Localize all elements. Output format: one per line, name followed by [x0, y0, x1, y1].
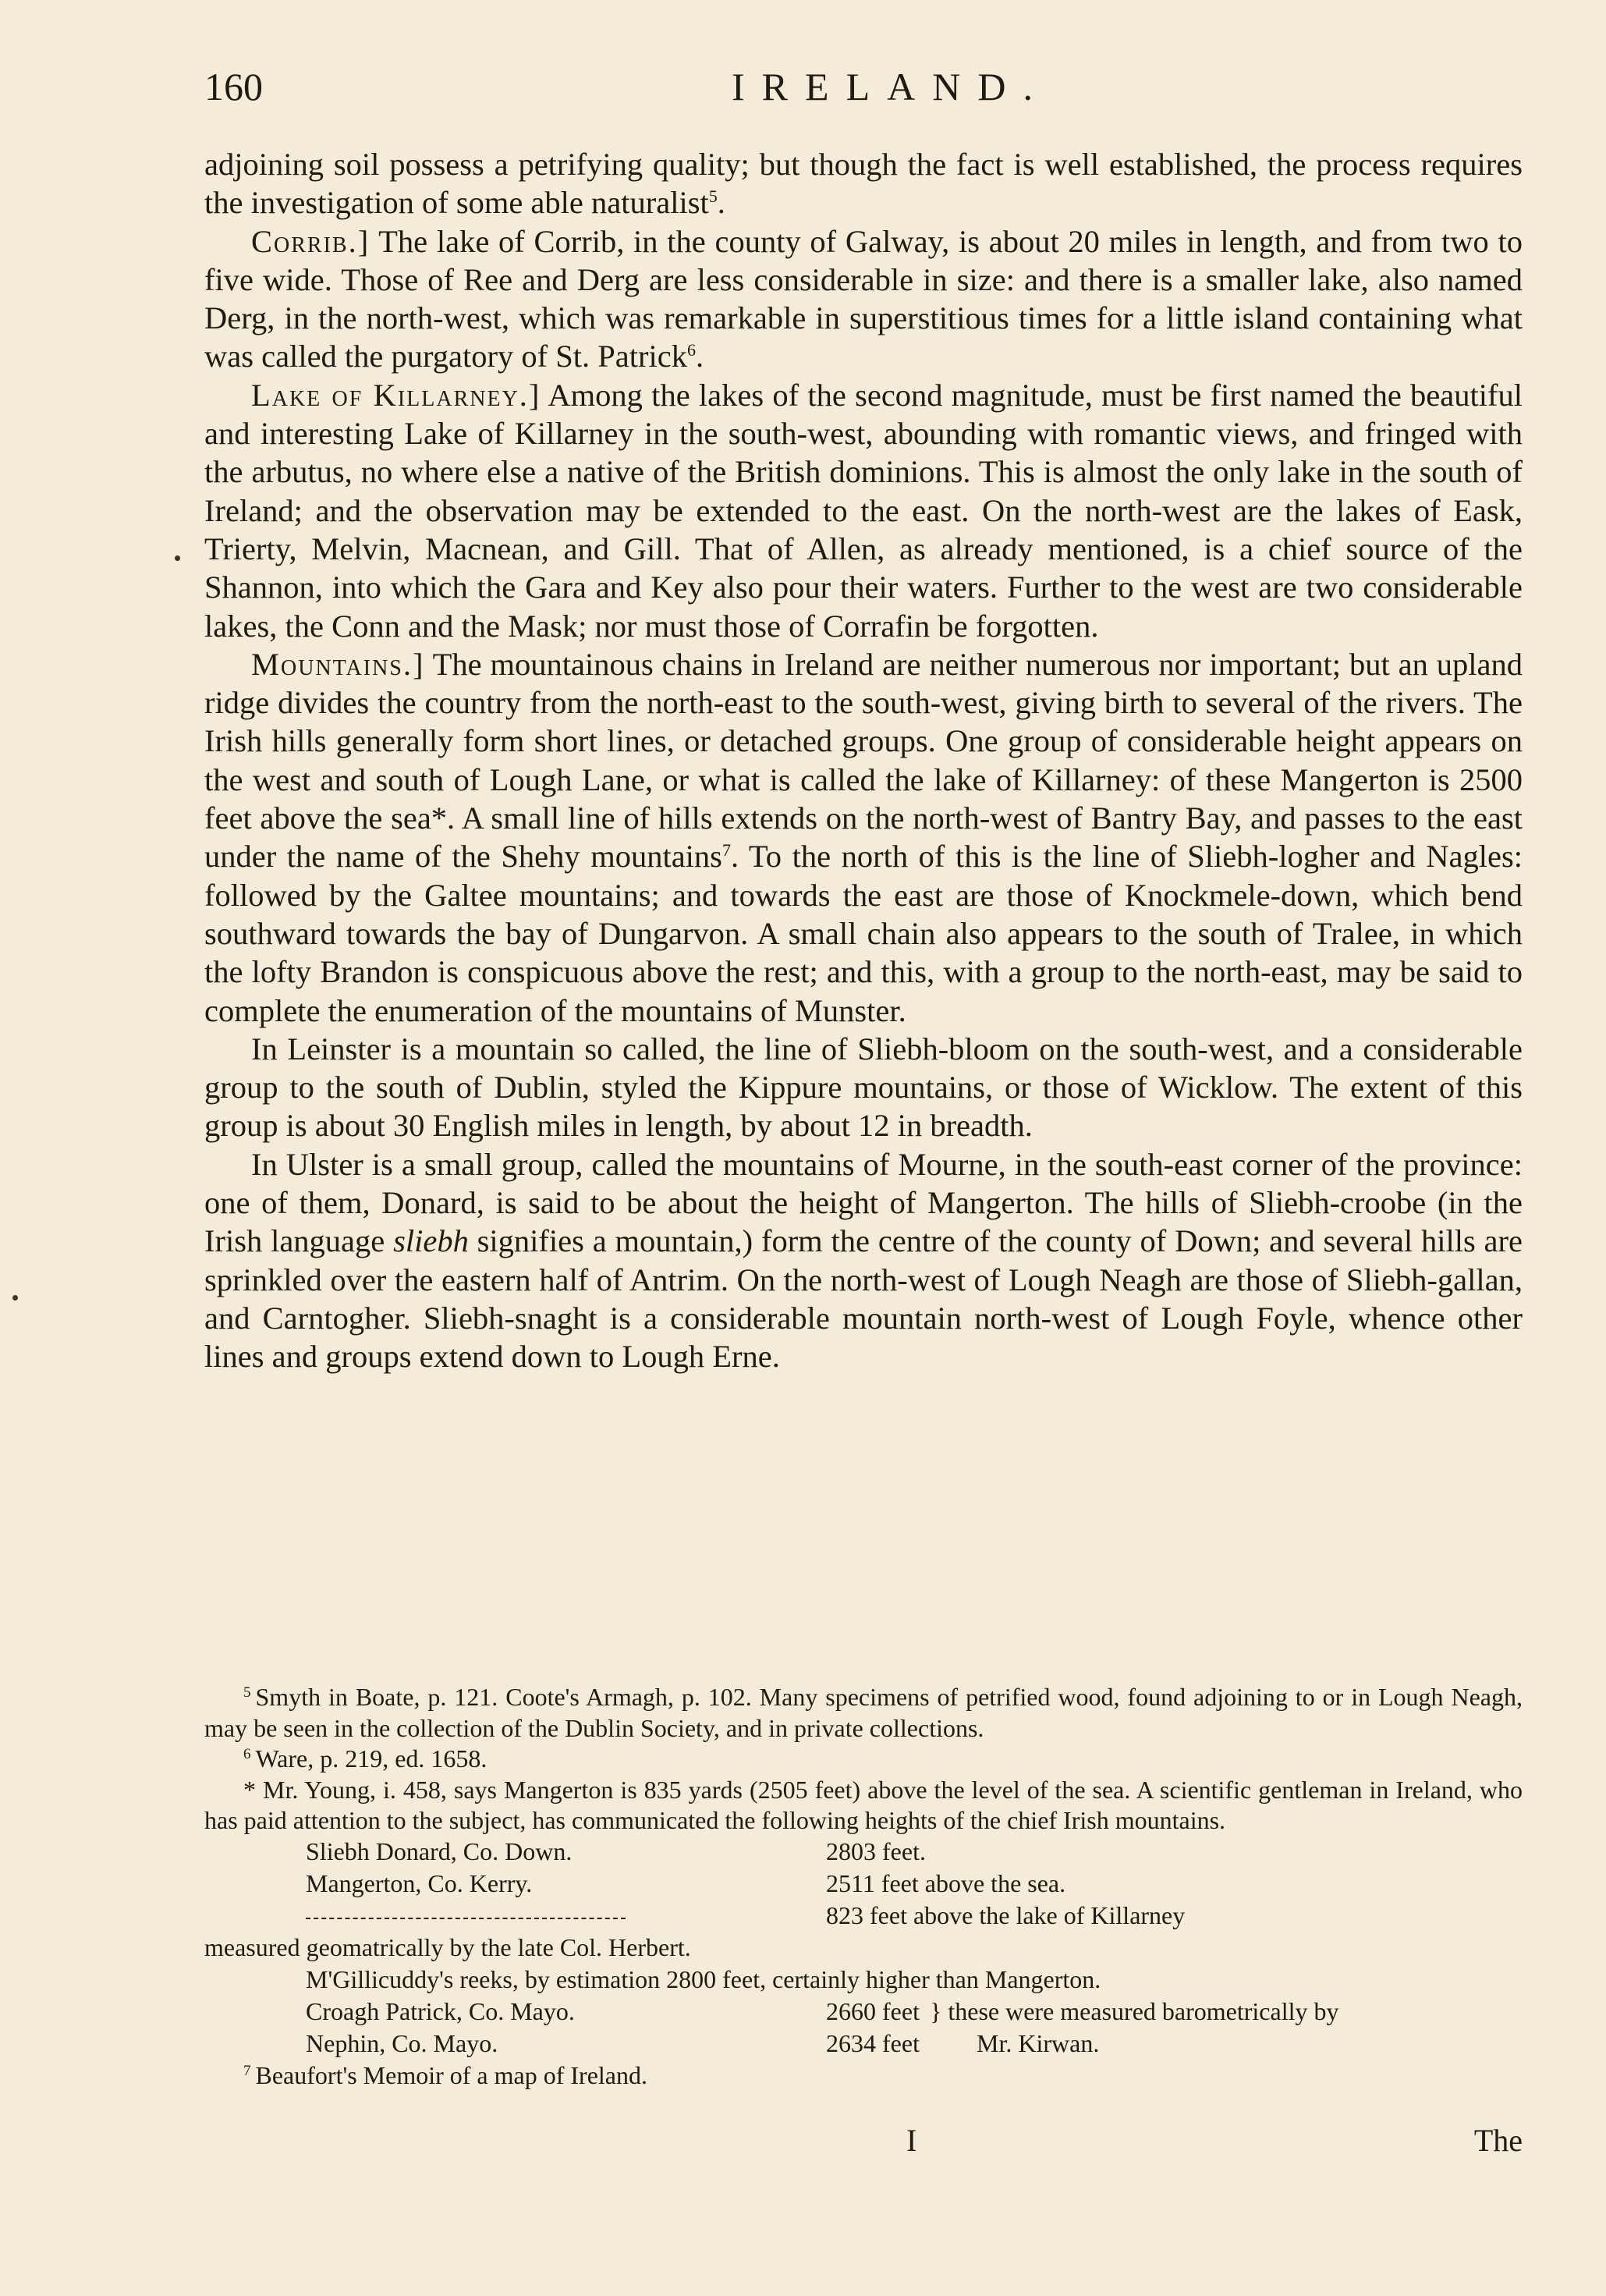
sidehead-corrib: Corrib.] [251, 223, 370, 259]
paragraph-leinster: In Leinster is a mountain so called, the line of Sliebh-bloom on the south-west, and a considerable group to the south of Dublin, styled the Kippure mountains, or those of Wicklow. The extent of this group is about 30 English miles in length, by about 12 in breadth. [204, 1031, 1523, 1144]
sidehead-killarney: Lake of Killarney.] [251, 377, 541, 413]
paragraph-mountains: Mountains.] The mountainous chains in Ireland are neither numerous nor important; but an upland ridge divides the country from the north-east to the south-west, giving birth to several of the rivers. The Irish hills generally form short lines, or detached groups. One group of considerable height appears on the west and south of Lough Lane, or what is called the lake of Killarney: of these Mangerton is 2500 feet above the sea*. A small line of hills extends on the north-west of Bantry Bay, and passes to the east under the name of the Shehy mountains$^7$. To the north of this is the line of Sliebh-logher and Nagles: followed by the Galtee mountains; and towards the east are those of Knockmele-down, which bend southward towards the bay of Dungarvon. A small chain also appears to the south of Tralee, in which the lofty Brandon is conspicuous above the rest; and this, with a group to the north-east, may be said to complete the enumeration of the mountains of Munster. [204, 646, 1523, 1028]
paragraph-killarney: Lake of Killarney.] Among the lakes of the second magnitude, must be first named the beautiful and interesting Lake of Killarney in the south-west, abounding with romantic views, and fringed with the arbutus, no where else a native of the British dominions. This is almost the only lake in the south of Ireland; and the observation may be extended to the east. On the north-west are the lakes of Eask, Trierty, Melvin, Macnean, and Gill. That of Allen, as already mentioned, is a chief source of the Shannon, into which the Gara and Key also pour their waters. Further to the west are two considerable lakes, the Conn and the Mask; nor must those of Corrafin be forgotten. [204, 377, 1523, 644]
height-row-donard: Sliebh Donard, Co. Down. 2803 feet. [306, 1836, 926, 1865]
height-row-nephin: Nephin, Co. Mayo. 2634 feet Mr. Kirwan. [306, 2028, 1100, 2057]
mountain-heights-table [204, 1836, 1523, 2060]
ditto-dash-rule [306, 1918, 626, 1919]
ink-speck [175, 555, 180, 561]
ink-speck [12, 1295, 18, 1301]
paragraph-petrifying-soil: adjoining soil possess a petrifying quality; but though the fact is well established, the process requires the investigation of some able naturalist$^5$. [204, 147, 1523, 221]
running-head [204, 64, 1523, 119]
footnote-ref-star: * [431, 800, 448, 836]
footnote-ref-6: 6 [686, 340, 696, 360]
height-row-mangerton: Mangerton, Co. Kerry. 2511 feet above the sea. [306, 1868, 1066, 1897]
paragraph-ulster: In Ulster is a small group, called the mountains of Mourne, in the south-east corner of the province: one of them, Donard, is said to be about the height of Mangerton. The hills of Sliebh-croobe (in the Irish language sliebh signifies a mountain,) form the centre of the county of Down; and several hills are sprinkled over the eastern half of Antrim. On the north-west of Lough Neagh are those of Sliebh-gallan, and Carntogher. Sliebh-snaght is a considerable mountain north-west of Lough Foyle, whence other lines and groups extend down to Lough Erne. [204, 1146, 1523, 1375]
running-title: IRELAND. [732, 65, 1050, 108]
footnote-7: $^7$ Beaufort's Memoir of a map of Ireland. [243, 2060, 647, 2089]
height-row-lake: 823 feet above the lake of Killarney [306, 1900, 1523, 1932]
footnote-ref-7: 7 [721, 840, 731, 861]
height-row-measured: measured geomatrically by the late Col. Herbert. [204, 1932, 691, 1961]
footnote-5: $^5$ Smyth in Boate, p. 121. Coote's Armagh, p. 102. Many specimens of petrified wood, found adjoining to or in Lough Neagh, may be seen in the collection of the Dublin Society, and in private collections. [204, 1683, 1523, 1742]
page-foot [204, 2122, 1523, 2169]
footnote-6: $^6$ Ware, p. 219, ed. 1658. [243, 1744, 487, 1773]
height-row-reeks: M'Gillicuddy's reeks, by estimation 2800 feet, certainly higher than Mangerton. [306, 1964, 1101, 1993]
footnote-ref-5: 5 [708, 186, 718, 207]
paragraph-corrib: Corrib.] The lake of Corrib, in the county of Galway, is about 20 miles in length, and from two to five wide. Those of Ree and Derg are less considerable in size: and there is a smaller lake, also named Derg, in the north-west, which was remarkable in superstitious times for a little island containing what was called the purgatory of St. Patrick$^6$. [204, 223, 1523, 374]
height-row-croagh: Croagh Patrick, Co. Mayo. 2660 feet } these were measured barometrically by [306, 1996, 1339, 2025]
sidehead-mountains: Mountains.] [251, 646, 425, 682]
footnotes [204, 1682, 1523, 2091]
signature-mark: I [906, 2123, 917, 2158]
catchword: The [1473, 2123, 1523, 2158]
body-text [204, 145, 1523, 1376]
footnote-star: * Mr. Young, i. 458, says Mangerton is 835 yards (2505 feet) above the level of the sea. A scientific gentleman in Ireland, who has paid attention to the subject, has communicated the following heights of the chief Irish mountains. [204, 1775, 1523, 1834]
italic-sliebh: sliebh [393, 1223, 469, 1259]
page-number: 160 [204, 65, 263, 108]
